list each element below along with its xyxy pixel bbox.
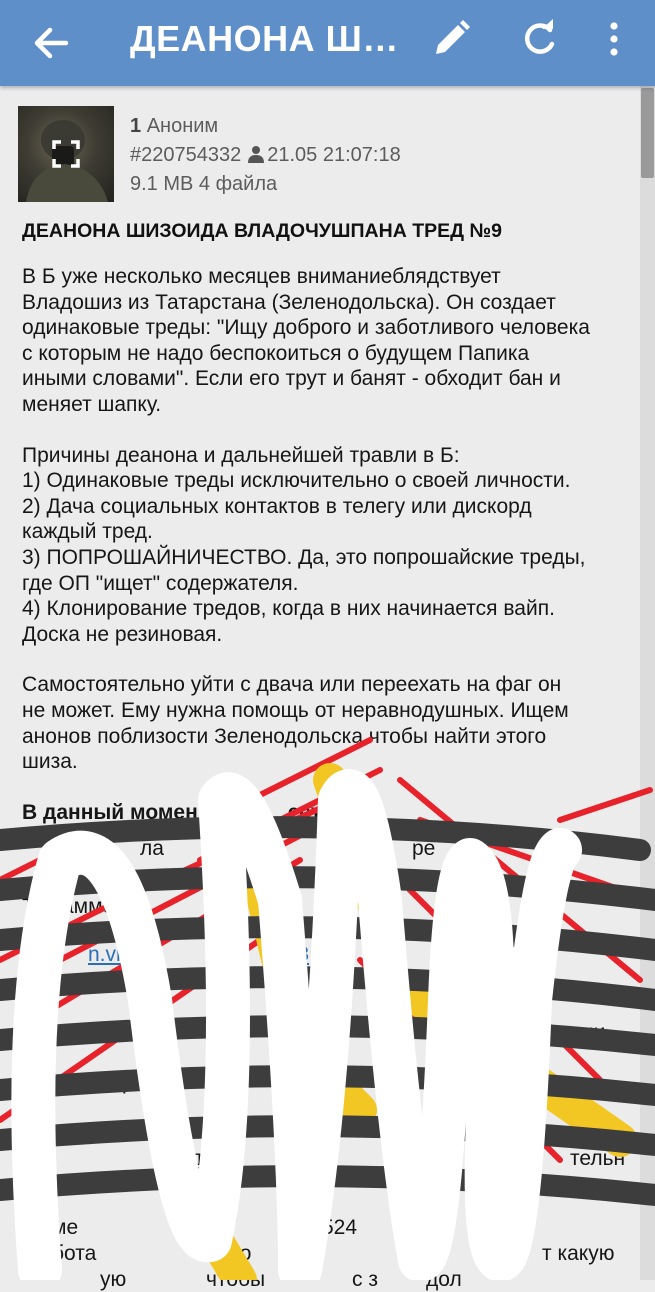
post-card: [0, 86, 640, 1291]
paragraph-3: [22, 672, 637, 774]
text-line: 3) ПОПРОШАЙНИЧЕСТВО. Да, это попрошайские треды,: [22, 545, 586, 569]
text-line: с которым не надо беспокоиться о будущем Папика: [22, 341, 530, 365]
obscured-fragment: бота: [52, 1242, 97, 1265]
more-vert-icon[interactable]: [598, 16, 630, 62]
pencil-icon[interactable]: [428, 16, 474, 62]
text-line: иными словами". Если его трут и банят - обходит бан и: [22, 367, 561, 391]
text-line: не может. Ему нужна помощь от неравнодушных. Ищем: [22, 698, 569, 722]
text-line: 1) Одинаковые треды исключительно о своей личности.: [22, 469, 571, 493]
obscured-fragment: 3,: [270, 1070, 288, 1094]
obscured-fragment: ни: [582, 1020, 606, 1044]
obscured-fragment: ре: [412, 836, 436, 860]
post-files-info: 9.1 MB 4 файла: [130, 173, 278, 195]
app-bar: [0, 0, 655, 86]
obscured-fragment: ую: [100, 1268, 127, 1291]
obscured-fragment: ме: [52, 1216, 79, 1239]
scrollbar-thumb[interactable]: [641, 88, 654, 178]
obscured-fragment: Ки: [382, 1020, 406, 1044]
text-line: 2) Дача социальных контактов в телегу или дискорд: [22, 494, 532, 518]
post-author: Аноним: [146, 115, 219, 137]
obscured-fragment: дол: [426, 1268, 462, 1291]
obscured-fragment: ри: [122, 1070, 146, 1094]
obscured-fragment: 8: [38, 1070, 50, 1094]
paragraph-1: [22, 264, 637, 418]
paragraph-4: [22, 800, 637, 1220]
text-line: Доска не резиновая.: [22, 622, 223, 646]
post-number: 1: [130, 115, 142, 137]
obscured-fragment: 524: [322, 1216, 358, 1239]
refresh-icon[interactable]: [516, 16, 562, 62]
obscured-fragment: тельн: [570, 1146, 626, 1170]
paragraph-2: [22, 443, 637, 648]
text-line: Владошиз из Татарстана (Зеленодольска). Он создает: [22, 290, 556, 314]
obscured-fragment: Мо: [222, 1242, 252, 1265]
obscured-heading: В данный момен естно: [22, 800, 347, 824]
text-line: каждый тред.: [22, 520, 153, 544]
text-line: где ОП "ищет" содержателя.: [22, 571, 299, 595]
obscured-link[interactable]: n.vk.co: [88, 942, 155, 966]
text-line: меняет шапку.: [22, 392, 162, 416]
text-line: анонов поблизости Зеленодольска чтобы найти этого: [22, 724, 547, 748]
text-line: 4) Клонирование тредов, когда в них начинается вайп.: [22, 597, 555, 621]
expand-icon: [52, 140, 80, 168]
obscured-fragment: аммо: [62, 894, 115, 918]
post-meta: [130, 112, 401, 199]
post-body: [22, 264, 637, 1245]
post-subject: ДЕАНОНА ШИЗОИДА ВЛАДОЧУШПАНА ТРЕД №9: [22, 220, 503, 242]
post-datetime: 21.05 21:07:18: [267, 144, 401, 166]
obscured-fragment: Т: [22, 894, 35, 918]
obscured-fragment: с з: [352, 1268, 378, 1291]
obscured-fragment: чтобы: [206, 1268, 266, 1291]
thread-title: ДЕАНОНА Ш…: [130, 18, 399, 59]
attachment-thumbnail[interactable]: [18, 106, 114, 202]
obscured-fragment: ла: [140, 836, 164, 860]
obscured-fragment: д 3: [190, 1146, 220, 1170]
obscured-link[interactable]: h: [22, 942, 34, 966]
text-line: шиза.: [22, 750, 78, 774]
text-line: Причины деанона и дальнейшей травли в Б:: [22, 443, 460, 467]
obscured-link[interactable]: 823: [274, 942, 310, 966]
scrollbar[interactable]: [640, 86, 655, 1280]
person-icon: [247, 143, 265, 161]
back-arrow-icon[interactable]: [26, 18, 76, 68]
obscured-fragment: т какую: [542, 1242, 615, 1265]
text-line: В Б уже несколько месяцев вниманиеблядствует: [22, 265, 501, 288]
text-line: Самостоятельно уйти с двача или переехать на фаг он: [22, 673, 562, 697]
obscured-fragment: 7 7: [208, 1216, 238, 1239]
post-id[interactable]: #220754332: [130, 144, 242, 166]
text-line: одинаковые треды: "Ищу доброго и заботливого человека: [22, 316, 590, 340]
